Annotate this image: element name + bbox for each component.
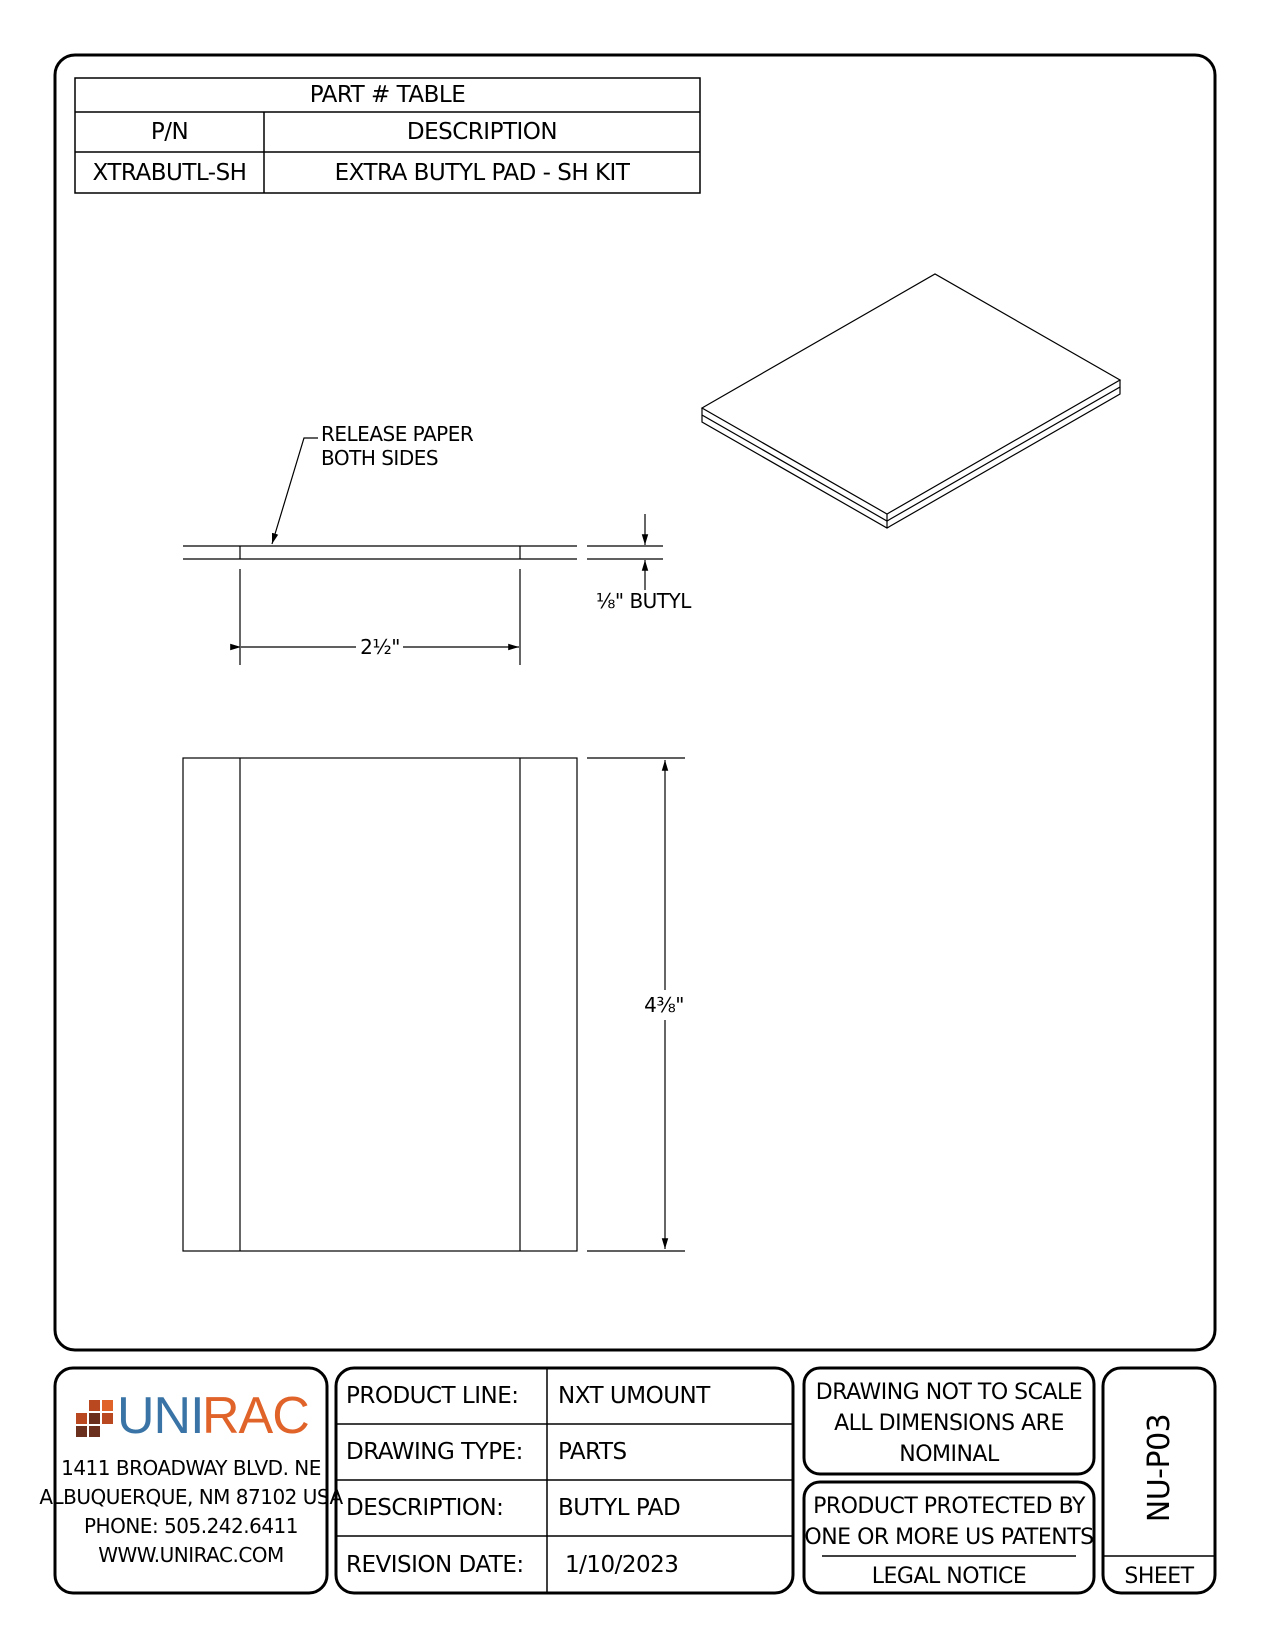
unirac-logo-mark	[76, 1400, 113, 1437]
logo-text-rac: RAC	[202, 1387, 309, 1445]
drawing-type-value: PARTS	[558, 1439, 627, 1465]
scale-note-line3: NOMINAL	[899, 1441, 999, 1467]
width-dimension-label: 2½"	[360, 635, 400, 659]
part-table-header-description: DESCRIPTION	[406, 119, 558, 145]
company-website: WWW.UNIRAC.COM	[98, 1543, 284, 1567]
company-address-line1: 1411 BROADWAY BLVD. NE	[61, 1456, 321, 1480]
thickness-label: ⅛" BUTYL	[596, 589, 691, 613]
legal-notice-label: LEGAL NOTICE	[871, 1563, 1027, 1589]
top-view	[183, 758, 685, 1251]
release-paper-leader	[272, 438, 318, 544]
patent-note-line1: PRODUCT PROTECTED BY	[813, 1493, 1085, 1519]
product-line-value: NXT UMOUNT	[558, 1383, 710, 1409]
release-paper-note-line2: BOTH SIDES	[321, 446, 439, 470]
company-address-line2: ALBUQUERQUE, NM 87102 USA	[39, 1485, 343, 1509]
isometric-view	[702, 274, 1120, 528]
product-line-label: PRODUCT LINE:	[346, 1383, 519, 1409]
height-dimension-label: 4⅜"	[636, 991, 692, 1019]
sheet-label: SHEET	[1124, 1563, 1194, 1589]
scale-note-line1: DRAWING NOT TO SCALE	[815, 1379, 1083, 1405]
part-table-cell-description: EXTRA BUTYL PAD - SH KIT	[334, 159, 630, 186]
revision-date-value: 1/10/2023	[565, 1551, 679, 1578]
description-value: BUTYL PAD	[558, 1495, 681, 1521]
logo-text-uni: UNI	[117, 1387, 204, 1445]
company-phone: PHONE: 505.242.6411	[84, 1514, 298, 1538]
sheet-number: NU-P03	[1141, 1413, 1177, 1523]
part-table-header-pn: P/N	[150, 119, 189, 145]
description-label: DESCRIPTION:	[346, 1495, 504, 1521]
drawing-type-label: DRAWING TYPE:	[346, 1439, 523, 1465]
revision-date-label: REVISION DATE:	[346, 1551, 524, 1578]
part-table-title: PART # TABLE	[309, 82, 466, 108]
release-paper-note-line1: RELEASE PAPER	[321, 422, 474, 446]
scale-note-line2: ALL DIMENSIONS ARE	[834, 1410, 1064, 1436]
patent-note-line2: ONE OR MORE US PATENTS	[804, 1524, 1094, 1550]
part-table-cell-pn: XTRABUTL-SH	[92, 159, 247, 186]
main-frame	[55, 55, 1215, 1350]
